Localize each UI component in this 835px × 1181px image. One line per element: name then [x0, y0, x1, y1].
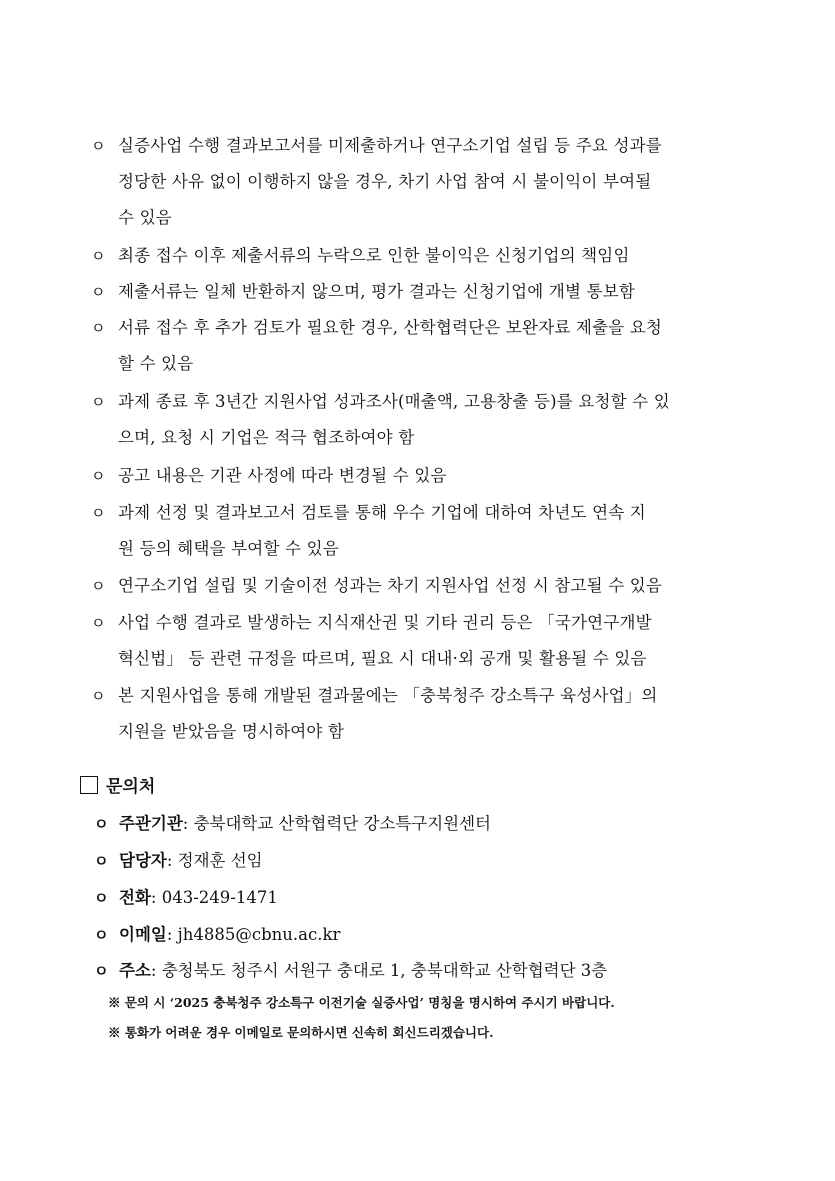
- bullet-icon: ㅇ: [91, 467, 106, 485]
- contact-value: 정재훈 선임: [177, 851, 263, 870]
- notice-text: 제출서류는 일체 반환하지 않으며, 평가 결과는 신청기업에 개별 통보함: [118, 282, 636, 301]
- notice-text: 서류 접수 후 추가 검토가 필요한 경우, 산학협력단은 보완자료 제출을 요청 할 수 있음: [118, 318, 663, 373]
- bullet-icon: ㅇ: [91, 504, 106, 522]
- bullet-icon: ㅇ: [91, 283, 106, 301]
- bullet-icon: ㅇ: [91, 577, 106, 595]
- contact-phone: ㅇ 전화: 043-249-1471: [94, 884, 278, 912]
- bullet-icon: ㅇ: [94, 926, 109, 944]
- bullet-icon: ㅇ: [91, 319, 106, 337]
- checkbox-square-icon: [80, 776, 98, 794]
- notice-text: 과제 선정 및 결과보고서 검토를 통해 우수 기업에 대하여 차년도 연속 지 원 등의 혜택을 부여할 수 있음: [118, 503, 646, 558]
- bullet-icon: ㅇ: [94, 852, 109, 870]
- contact-organization: ㅇ 주관기관: 충북대학교 산학협력단 강소특구지원센터: [94, 810, 491, 838]
- section-title: [80, 771, 155, 803]
- notice-text: 최종 접수 이후 제출서류의 누락으로 인한 불이익은 신청기업의 책임임: [118, 246, 630, 265]
- notice-text: 연구소기업 설립 및 기술이전 성과는 차기 지원사업 선정 시 참고될 수 있음: [118, 576, 663, 595]
- note-text: ※ 문의 시 ‘2025 충북청주 강소특구 이전기술 실증사업’ 명칭을 명시하여 주시기 바랍니다.: [108, 995, 615, 1010]
- notice-text: 본 지원사업을 통해 개발된 결과물에는 「충북청주 강소특구 육성사업」의 지원을 받았음을 명시하여야 함: [118, 686, 658, 741]
- contact-address: ㅇ 주소: 충청북도 청주시 서원구 충대로 1, 충북대학교 산학협력단 3층: [94, 957, 607, 985]
- contact-label: 담당자: [119, 851, 167, 870]
- bullet-icon: ㅇ: [91, 687, 106, 705]
- contact-value: jh4885@cbnu.ac.kr: [177, 925, 341, 944]
- contact-label: 주관기관: [119, 814, 183, 833]
- contact-label: 주소: [119, 961, 151, 980]
- bullet-icon: ㅇ: [91, 614, 106, 632]
- contact-value: 043-249-1471: [161, 888, 278, 907]
- contact-person: ㅇ 담당자: 정재훈 선임: [94, 847, 263, 875]
- section-title-text: 문의처: [106, 777, 156, 797]
- bullet-icon: ㅇ: [94, 962, 109, 980]
- bullet-icon: ㅇ: [91, 247, 106, 265]
- bullet-icon: ㅇ: [94, 889, 109, 907]
- notice-text: 과제 종료 후 3년간 지원사업 성과조사(매출액, 고용창출 등)를 요청할 수 있 으며, 요청 시 기업은 적극 협조하여야 함: [118, 392, 670, 447]
- bullet-icon: ㅇ: [91, 393, 106, 411]
- contact-email: ㅇ 이메일: jh4885@cbnu.ac.kr: [94, 921, 340, 949]
- contact-label: 전화: [119, 888, 151, 907]
- contact-value: 충청북도 청주시 서원구 충대로 1, 충북대학교 산학협력단 3층: [161, 961, 608, 980]
- notice-text: 사업 수행 결과로 발생하는 지식재산권 및 기타 권리 등은 「국가연구개발 혁신법」 등 관련 규정을 따르며, 필요 시 대내·외 공개 및 활용될 수 있음: [118, 613, 652, 668]
- note-text: ※ 통화가 어려운 경우 이메일로 문의하시면 신속히 회신드리겠습니다.: [108, 1025, 494, 1040]
- contact-label: 이메일: [119, 925, 167, 944]
- notice-text: 실증사업 수행 결과보고서를 미제출하거나 연구소기업 설립 등 주요 성과를 정당한 사유 없이 이행하지 않을 경우, 차기 사업 참여 시 불이익이 부여될 수 있음: [118, 136, 662, 227]
- notice-text: 공고 내용은 기관 사정에 따라 변경될 수 있음: [118, 466, 447, 485]
- bullet-icon: ㅇ: [94, 815, 109, 833]
- bullet-icon: ㅇ: [91, 137, 106, 155]
- contact-value: 충북대학교 산학협력단 강소특구지원센터: [193, 814, 491, 833]
